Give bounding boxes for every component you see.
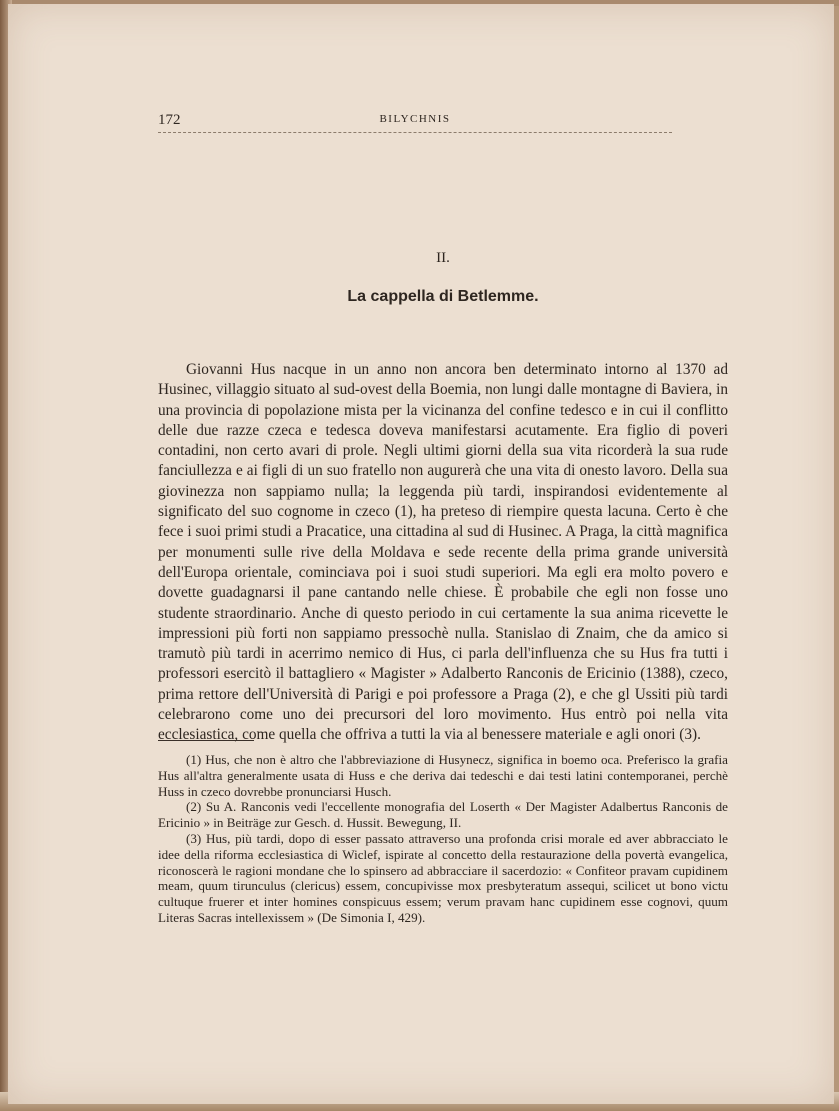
footnote-3: (3) Hus, più tardi, dopo di esser passato attraverso una profonda crisi morale ed aver abbracciato le idee della riforma ecclesiastica di Wiclef, ispirate al concetto della restaurazione della povertà evangelica, riconoscerà le ragioni mondane che lo spinsero ad abbracciare il sacerdozio: « Confiteor pravam cupidinem meam, quum tirunculus (clericus) essem, concupivisse mox presbyteratum assequi, scilicet ut bono victu cultuque fruerer et inter homines conspicuus essem; verum pravam hanc cupidinem esse cognovi, quum Literas Sacras intellexissem » (De Simonia I, 429). bbox=[158, 830, 728, 925]
page-header bbox=[158, 108, 672, 133]
footnotes bbox=[158, 752, 728, 926]
section-title: La cappella di Betlemme. bbox=[347, 288, 539, 305]
footnote-1: (1) Hus, che non è altro che l'abbreviazione di Husynecz, significa in boemo oca. Preferisco la grafia Hus all'altra generalmente usata di Huss e che deriva dai tedeschi e dai testi latini contemporanei, perchè Huss in czeco dovrebbe pronunciarsi Husch. bbox=[158, 752, 728, 799]
section-number: II. bbox=[436, 250, 450, 266]
body-paragraph: Giovanni Hus nacque in un anno non ancora ben determinato intorno al 1370 ad Husinec, villaggio situato al sud-ovest della Boemia, non lungi dalle montagne di Baviera, in una provincia di popolazione mista per la vicinanza del confine tedesco e in cui il conflitto delle due razze czeca e tedesca doveva manifestarsi acutamente. Era figlio di poveri contadini, non certo avari di prole. Negli ultimi giorni della sua vita ricorderà la sua rude fanciullezza e ai figli di un suo fratello non augurerà che una vita di onesto lavoro. Della sua giovinezza non sappiamo nulla; la leggenda più tardi, inspirandosi evidentemente al significato del suo cognome in czeco (1), ha preteso di riempire questa lacuna. Certo è che fece i suoi primi studi a Pracatice, una cittadina al sud di Husinec. A Praga, la città magnifica per monumenti sulle rive della Moldava e sede recente della prima grande università dell'Europa orientale, cominciava poi i suoi studi superiori. Ma egli era molto povero e dovette guadagnarsi il pane cantando nelle chiese. È probabile che egli non fosse uno studente straordinario. Anche di questo periodo in cui certamente la sua anima ricevette le impressioni più forti non sappiamo pressochè nulla. Stanislao di Znaim, che da amico si tramutò più tardi in acerrimo nemico di Hus, ci parla dell'influenza che su Hus fra tutti i professori esercitò il battagliero « Magister » Adalberto Ranconis de Ericinio (1388), czeco, prima rettore dell'Università di Parigi e poi professore a Praga (2), e che gl Ussiti più tardi celebrarono come uno dei precursori del loro movimento. Hus entrò poi nella vita ecclesiastica, come quella che offriva a tutti la via al benessere materiale e agli onori (3). bbox=[158, 361, 728, 744]
running-head: BILYCHNIS bbox=[379, 113, 451, 125]
footnote-rule bbox=[158, 740, 254, 741]
page-number: 172 bbox=[158, 112, 181, 128]
footnote-2: (2) Su A. Ranconis vedi l'eccellente monografia del Loserth « Der Magister Adalbertus Ranconis de Ericinio » in Beiträge zur Gesch. d. Hussit. Bewegung, II. bbox=[158, 799, 728, 831]
